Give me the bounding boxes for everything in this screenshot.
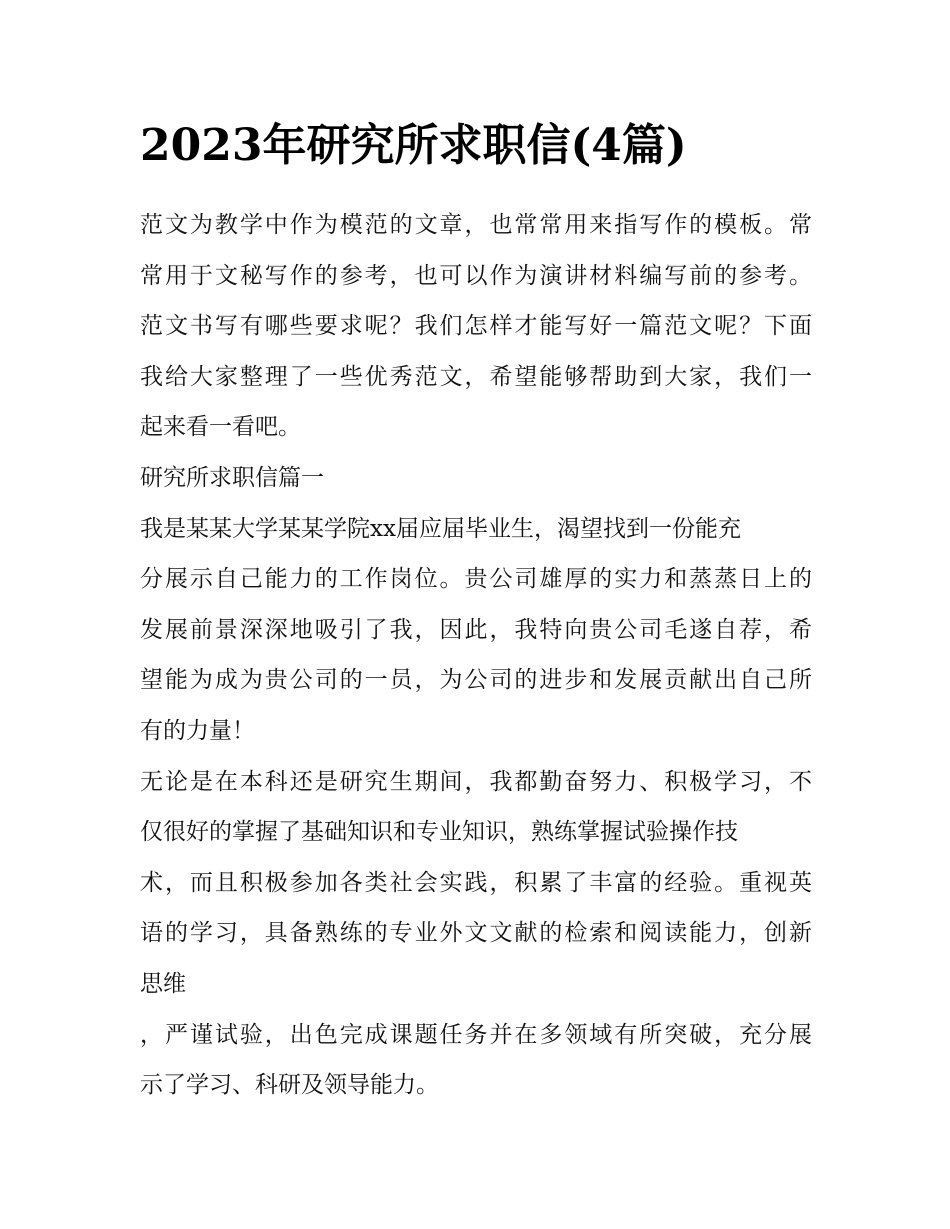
text-line: 思维 — [140, 970, 186, 997]
text-line: ，严谨试验，出色完成课题任务并在多领域有所突破，充分展 — [140, 1021, 812, 1048]
text-line: 范文书写有哪些要求呢？我们怎样才能写好一篇范文呢？下面 — [140, 313, 812, 340]
document-title: 2023年研究所求职信(4篇) — [140, 120, 687, 171]
text-line: 常用于文秘写作的参考，也可以作为演讲材料编写前的参考。 — [140, 262, 812, 289]
text-line: 术，而且积极参加各类社会实践，积累了丰富的经验。重视英 — [140, 869, 812, 896]
text-line: 有的力量！ — [140, 717, 255, 744]
text-line: 发展前景深深地吸引了我，因此，我特向贵公司毛遂自荐，希 — [140, 616, 812, 643]
section-heading: 研究所求职信篇一 — [140, 464, 324, 491]
text-line: 范文为教学中作为模范的文章，也常常用来指写作的模板。常 — [140, 212, 812, 238]
text-line: 语的学习，具备熟练的专业外文文献的检索和阅读能力，创新 — [140, 920, 812, 947]
document-body — [140, 200, 812, 1111]
text-line: 分展示自己能力的工作岗位。贵公司雄厚的实力和蒸蒸日上的 — [140, 566, 812, 593]
text-line: 仅很好的掌握了基础知识和专业知识，熟练掌握试验操作技 — [140, 819, 738, 846]
text-line: 无论是在本科还是研究生期间，我都勤奋努力、积极学习，不 — [140, 768, 812, 795]
text-line: 起来看一看吧。 — [140, 414, 301, 441]
text-line: 望能为成为贵公司的一员，为公司的进步和发展贡献出自己所 — [140, 667, 812, 694]
text-line: 我是某某大学某某学院xx届应届毕业生，渴望找到一份能充 — [140, 515, 741, 542]
text-line: 示了学习、科研及领导能力。 — [140, 1072, 439, 1099]
text-line: 我给大家整理了一些优秀范文，希望能够帮助到大家，我们一 — [140, 363, 812, 390]
